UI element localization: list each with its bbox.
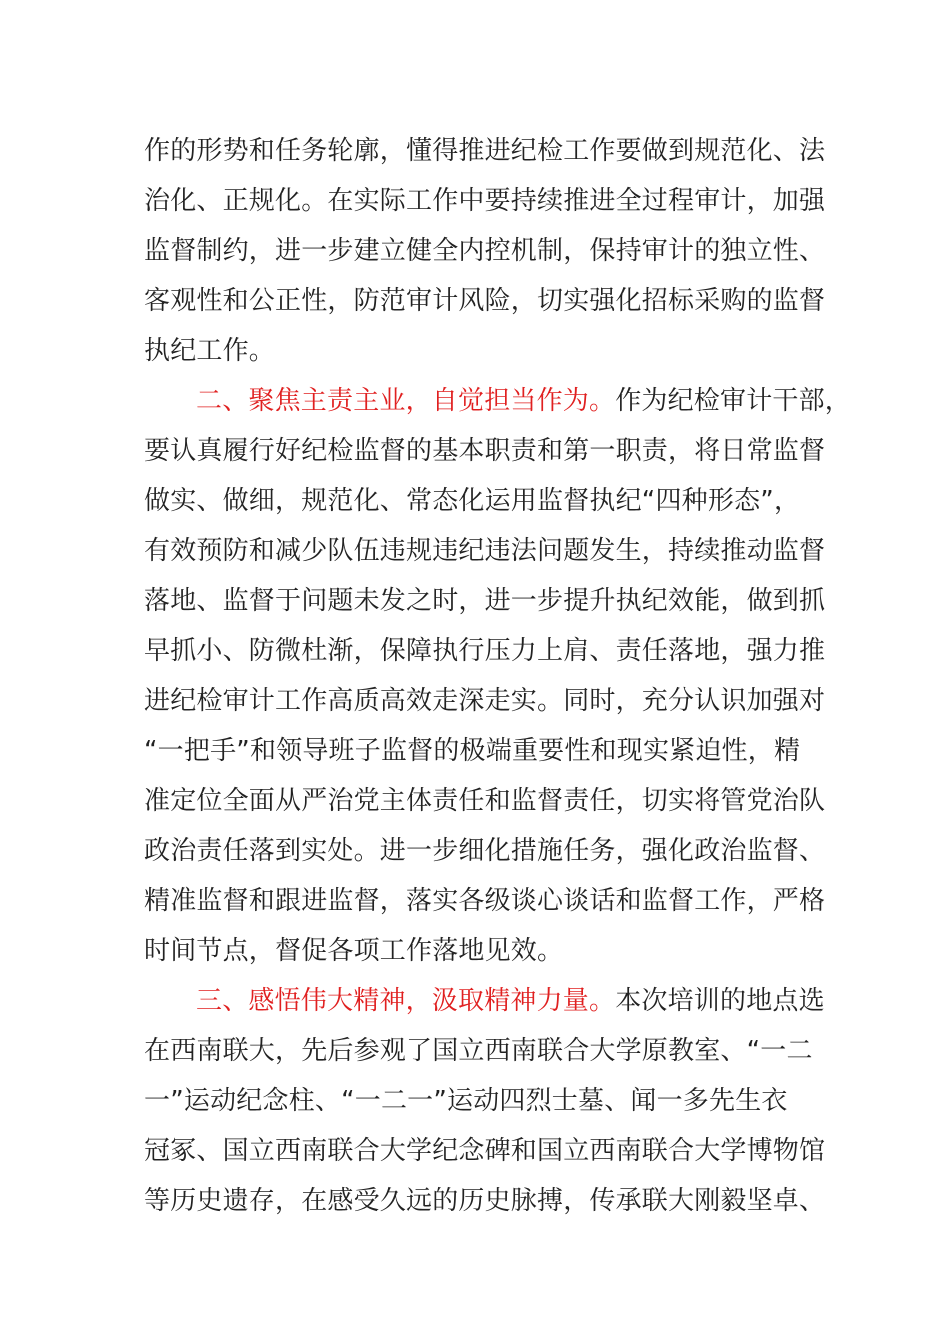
section-heading-2: 二、聚焦主责主业，自觉担当作为。 [196,386,616,416]
s3-first-rest: 本次培训的地点选 [615,986,825,1016]
s3-first-line [144,976,825,1026]
p1-line: 执纪工作。 [144,336,276,366]
p1-line: 客观性和公正性，防范审计风险，切实强化招标采购的监督 [144,286,826,316]
s2-line: 精准监督和跟进监督，落实各级谈心谈话和监督工作，严格 [144,886,826,916]
s2-first-rest: 作为纪检审计干部， [615,386,852,416]
p1-line: 治化、正规化。在实际工作中要持续推进全过程审计，加强 [144,186,826,216]
p1-line: 监督制约，进一步建立健全内控机制，保持审计的独立性、 [144,236,826,266]
s2-line: “一把手”和领导班子监督的极端重要性和现实紧迫性，精 [144,736,801,766]
s3-line: 冠冢、国立西南联合大学纪念碑和国立西南联合大学博物馆 [144,1136,826,1166]
s2-first-line [144,376,852,426]
s3-line: 一”运动纪念柱、“一二一”运动四烈士墓、闻一多先生衣 [144,1086,788,1116]
s2-line: 做实、做细，规范化、常态化运用监督执纪“四种形态”， [144,486,801,516]
s3-line: 等历史遗存，在感受久远的历史脉搏，传承联大刚毅坚卓、 [144,1186,826,1216]
s2-line: 进纪检审计工作高质高效走深走实。同时，充分认识加强对 [144,686,826,716]
p1-line: 作的形势和任务轮廓，懂得推进纪检工作要做到规范化、法 [144,136,826,166]
s2-line: 准定位全面从严治党主体责任和监督责任，切实将管党治队 [144,786,826,816]
document-page [144,126,852,1226]
s2-line: 政治责任落到实处。进一步细化措施任务，强化政治监督、 [144,836,826,866]
s3-line: 在西南联大，先后参观了国立西南联合大学原教室、“一二 [144,1036,813,1066]
s2-line: 落地、监督于问题未发之时，进一步提升执纪效能，做到抓 [144,586,826,616]
s2-line: 早抓小、防微杜渐，保障执行压力上肩、责任落地，强力推 [144,636,826,666]
s2-line: 有效预防和减少队伍违规违纪违法问题发生，持续推动监督 [144,536,826,566]
s2-line: 时间节点，督促各项工作落地见效。 [144,936,564,966]
s2-line: 要认真履行好纪检监督的基本职责和第一职责，将日常监督 [144,436,826,466]
section-heading-3: 三、感悟伟大精神，汲取精神力量。 [196,986,616,1016]
